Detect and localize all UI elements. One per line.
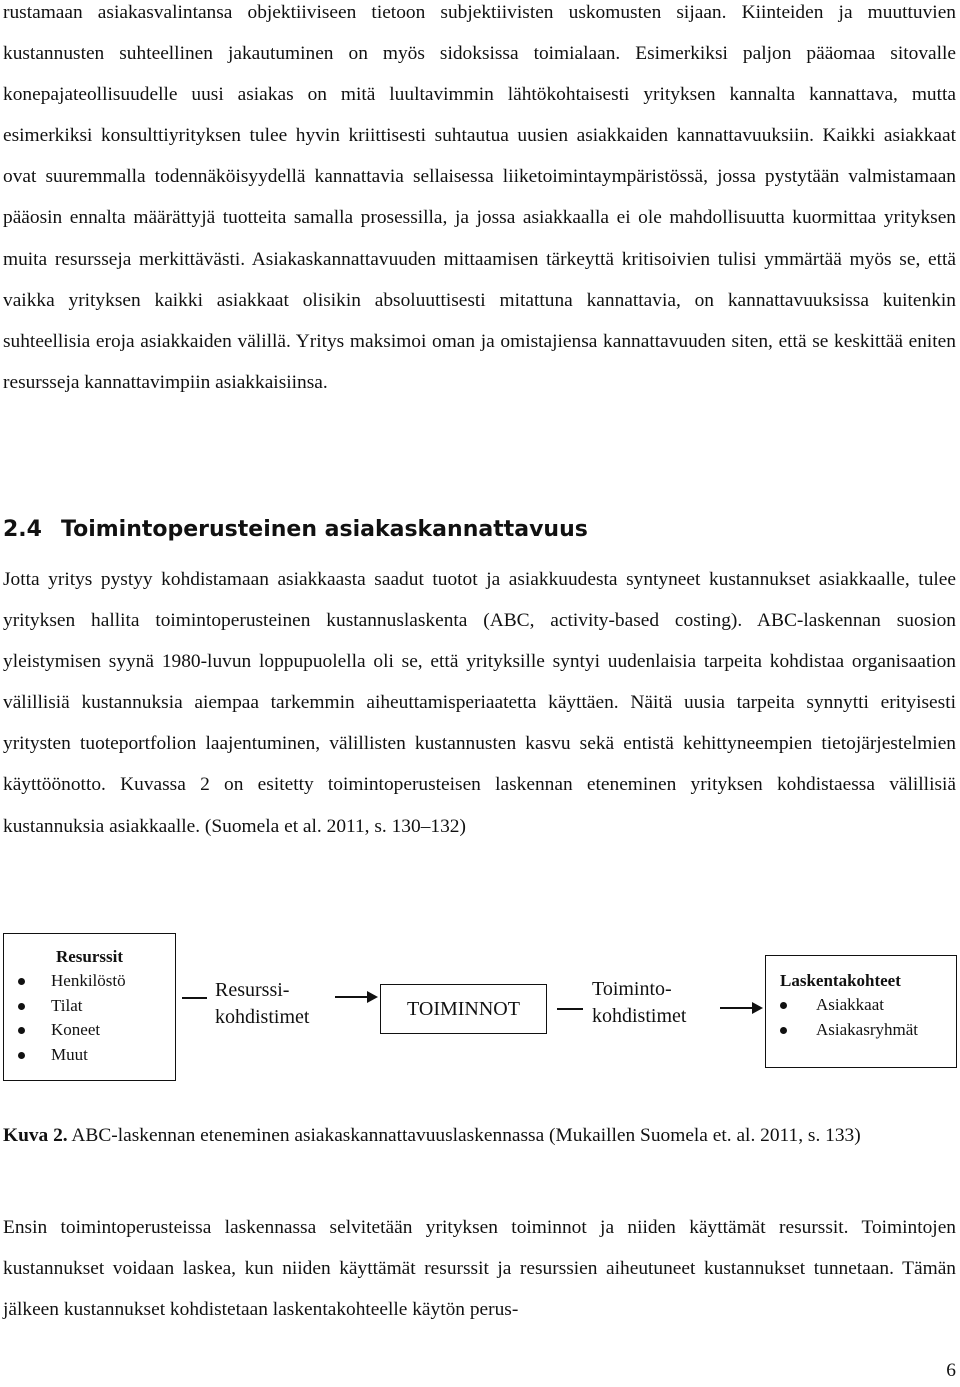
activities-label: TOIMINNOT <box>407 997 520 1020</box>
caption-text: ABC-laskennan eteneminen asiakaskannattavuuslaskennassa (Mukaillen Suomela et. al. 2011, s. 133) <box>67 1125 861 1146</box>
bullet-icon <box>18 1052 25 1059</box>
cost-objects-box <box>765 955 957 1068</box>
resources-box <box>3 933 176 1081</box>
paragraph-text: Jotta yritys pystyy kohdistamaan asiakkaasta saadut tuotot ja asiakkuudesta syntyneet kustannukset asiakkaalle, tulee yrityksen hallita toimintoperusteinen kustannuslaskenta (ABC, activity-based costing). ABC-laskennan suosion yleistymisen syynä 1980-luvun loppupuolella oli se, että yrityksille syntyi uudenlaisia tarpeita kohdistaa organisaation välillisiä kustannuksia aiempaa tarkemmin aiheuttamisperiaatetta käyttäen. Näitä uusia tarpeita synnytti erityisesti yritysten tuoteportfolion laajentuminen, välillisten kustannusten kasvu sekä entistä kehittyneempien tietojärjestelmien käyttöönotto. Kuvassa 2 on esitetty toimintoperusteisen laskennan eteneminen yrityksen kohdistaessa välillisiä kustannuksia asiakkaalle. (Suomela et al. 2011, s. 130–132) <box>3 569 956 837</box>
bullet-icon <box>780 1027 787 1034</box>
figure-caption <box>3 1115 956 1156</box>
resources-title: Resurssit <box>55 947 124 966</box>
cost-objects-list <box>766 993 956 1042</box>
body-paragraph-2 <box>3 559 956 847</box>
abc-flow-diagram <box>0 925 960 1085</box>
arrow-right-icon <box>335 989 379 1005</box>
bullet-icon <box>18 978 25 985</box>
page-number: 6 <box>946 1360 956 1381</box>
list-item: Asiakkaat <box>766 993 956 1018</box>
bullet-icon <box>18 1003 25 1010</box>
list-item: Asiakasryhmät <box>766 1018 956 1043</box>
connector-line <box>182 997 207 999</box>
arrow-right-icon <box>720 1000 764 1016</box>
paragraph-text: rustamaan asiakasvalintansa objektiiviseen tietoon subjektiivisten uskomusten sijaan. Kiinteiden ja muuttuvien kustannusten suhteellinen jakautuminen on myös sidoksissa toimialaan. Esimerkiksi paljon pääomaa sitovalle konepajateollisuudelle uusi asiakas on mitä luultavimmin lähtökohtaisesti yrityksen kannalta kannattava, mutta esimerkiksi konsulttiyrityksen tulee hyvin kriittisesti suhtautua uusien asiakkaiden kannattavuuksiin. Kaikki asiakkaat ovat suuremmalla todennäköisyydellä kannattavia sellaisessa liiketoimintaympäristössä, jossa pystytään valmistamaan pääosin ennalta määrättyjä tuotteita samalla prosessilla, ja jossa asiakkaalla ei ole mahdollisuutta kuormittaa yrityksen muita resursseja merkittävästi. Asiakaskannattavuuden mittaamisen tärkeyttä kritisoivien tulisi ymmärtää myös se, että vaikka yrityksen kaikki asiakkaat olisikin absoluuttisesti mitattuna kannattavia, on kannattavuuksissa kuitenkin suhteellisia eroja asiakkaiden välillä. Yritys maksimoi oman ja omistajiensa kannattavuuden siten, että se keskittää eniten resursseja kannattavimpiin asiakkaisiinsa. <box>3 2 956 393</box>
section-title: Toimintoperusteinen asiakaskannattavuus <box>61 517 588 542</box>
activities-box <box>380 984 547 1034</box>
list-item: Tilat <box>4 994 175 1019</box>
paragraph-text: Ensin toimintoperusteissa laskennassa selvitetään yrityksen toiminnot ja niiden käyttämät resurssit. Toimintojen kustannukset voidaan laskea, kun niiden käyttämät resurssit ja resurssien aiheutuneet kustannukset tunnetaan. Tämän jälkeen kustannukset kohdistetaan laskentakohteelle käytön perus- <box>3 1217 956 1321</box>
resources-list <box>4 969 175 1067</box>
connector-line <box>557 1008 583 1010</box>
section-heading <box>3 510 588 550</box>
list-item: Muut <box>4 1043 175 1068</box>
body-paragraph-3 <box>3 1207 956 1330</box>
caption-label: Kuva 2. <box>3 1125 68 1146</box>
cost-objects-title: Laskentakohteet <box>780 971 901 990</box>
activity-drivers-label: Toiminto- kohdistimet <box>592 978 687 1027</box>
list-item: Henkilöstö <box>4 969 175 994</box>
list-item: Koneet <box>4 1018 175 1043</box>
bullet-icon <box>780 1002 787 1009</box>
resource-drivers-label: Resurssi- kohdistimet <box>215 979 310 1028</box>
body-paragraph-1 <box>3 0 956 403</box>
section-number: 2.4 <box>3 517 42 542</box>
bullet-icon <box>18 1027 25 1034</box>
